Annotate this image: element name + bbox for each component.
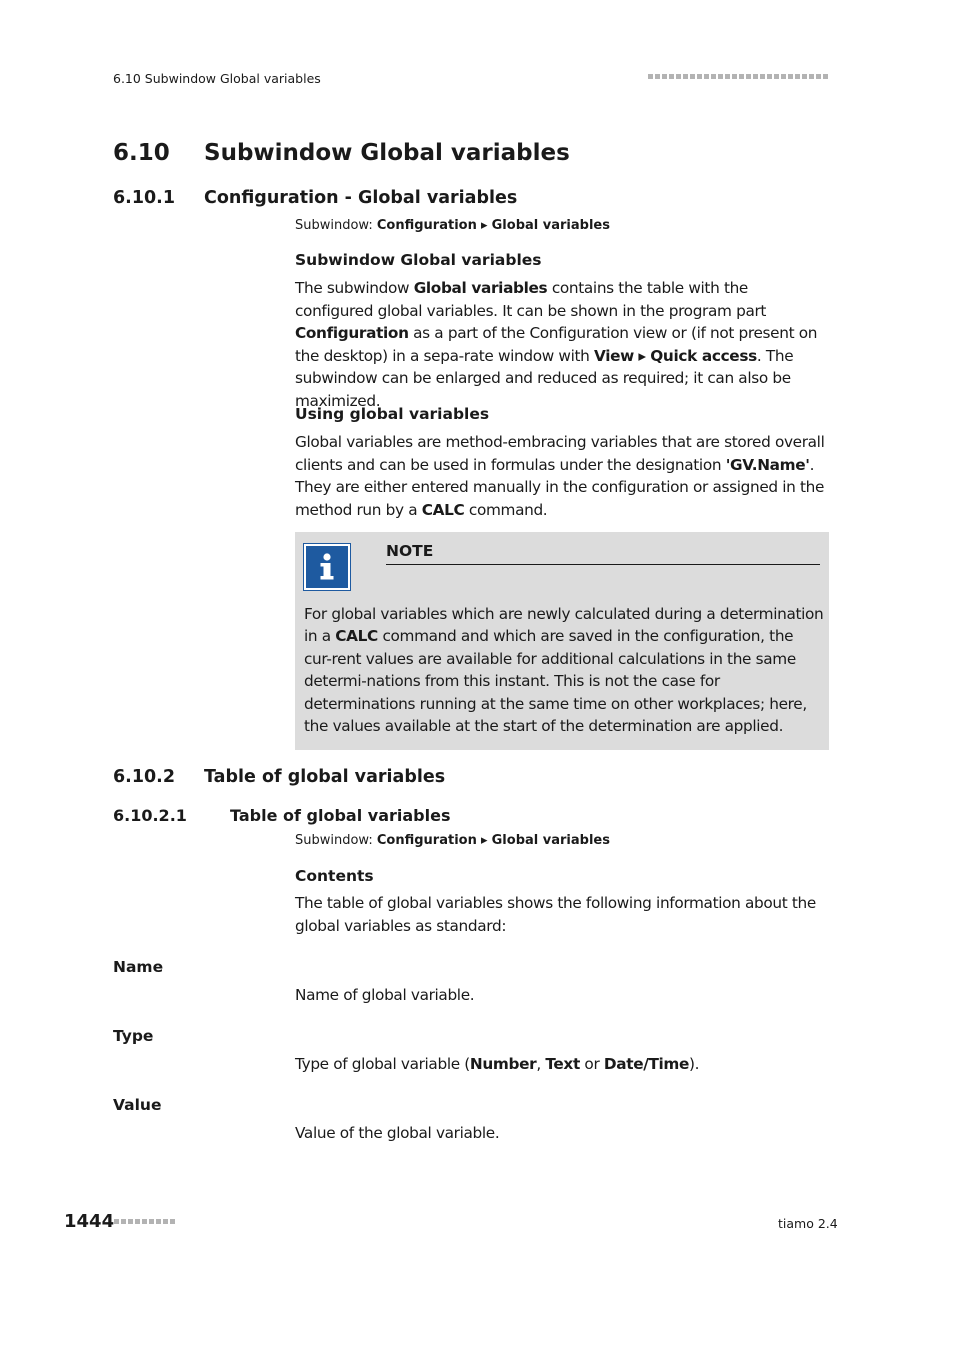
- running-header: 6.10 Subwindow Global variables: [113, 71, 321, 86]
- subsection-number: 6.10.2.1: [113, 806, 187, 825]
- subsection-heading-6-10-2: [113, 767, 445, 787]
- note-divider: [386, 564, 820, 565]
- product-name: tiamo 2.4: [778, 1216, 838, 1231]
- term-type-description: Type of global variable (Number, Text or Date/Time).: [295, 1055, 700, 1073]
- section-heading: [113, 140, 570, 166]
- breadcrumb: Subwindow: Configuration ▸ Global variables: [295, 218, 610, 233]
- section-title: Subwindow Global variables: [204, 140, 570, 166]
- footer-decoration: [114, 1219, 175, 1224]
- note-title: NOTE: [386, 542, 434, 560]
- term-value-description: Value of the global variable.: [295, 1124, 500, 1142]
- term-name-description: Name of global variable.: [295, 986, 475, 1004]
- paragraph-heading: Using global variables: [295, 405, 490, 423]
- note-text: For global variables which are newly calculated during a determination in a CALC command and which are saved in the configuration, the cur-rent values are available for additional calculations in the same determi-nations from this instant. This is not the case for determinations running at the same time on other workplaces; here, the values available at the start of the determination are applied.: [304, 605, 824, 736]
- paragraph-subwindow: The subwindow Global variables contains the table with the configured global variables. It can be shown in the program part Configuration as a part of the Configuration view or (if not present on the desktop) in a sepa-rate window with View ▸ Quick access. The subwindow can be enlarged and reduced as required; it can also be maximized.: [295, 279, 818, 410]
- subsection-heading-6-10-2-1: [113, 806, 450, 825]
- term-name: Name: [113, 958, 164, 976]
- subsection-number: 6.10.1: [113, 188, 176, 208]
- header-decoration: [648, 74, 828, 79]
- section-number: 6.10: [113, 140, 170, 166]
- paragraph-using-variables: Global variables are method-embracing variables that are stored overall clients and can be used in formulas under the designation 'GV.Name'. They are either entered manually in the configuration or assigned in the method run by a CALC command.: [295, 433, 825, 519]
- subsection-heading-6-10-1: [113, 188, 517, 208]
- breadcrumb: Subwindow: Configuration ▸ Global variables: [295, 833, 610, 848]
- subsection-number: 6.10.2: [113, 767, 176, 787]
- term-type: Type: [113, 1027, 154, 1045]
- paragraph-heading: Subwindow Global variables: [295, 251, 542, 269]
- paragraph-contents: The table of global variables shows the following information about the global variables as standard:: [295, 894, 816, 935]
- info-icon: [304, 544, 350, 590]
- subsection-title: Configuration - Global variables: [204, 188, 518, 208]
- paragraph-heading: Contents: [295, 867, 374, 885]
- term-value: Value: [113, 1096, 162, 1114]
- subsection-title: Table of global variables: [230, 806, 451, 825]
- page-number: 1444: [64, 1211, 115, 1232]
- subsection-title: Table of global variables: [204, 767, 446, 787]
